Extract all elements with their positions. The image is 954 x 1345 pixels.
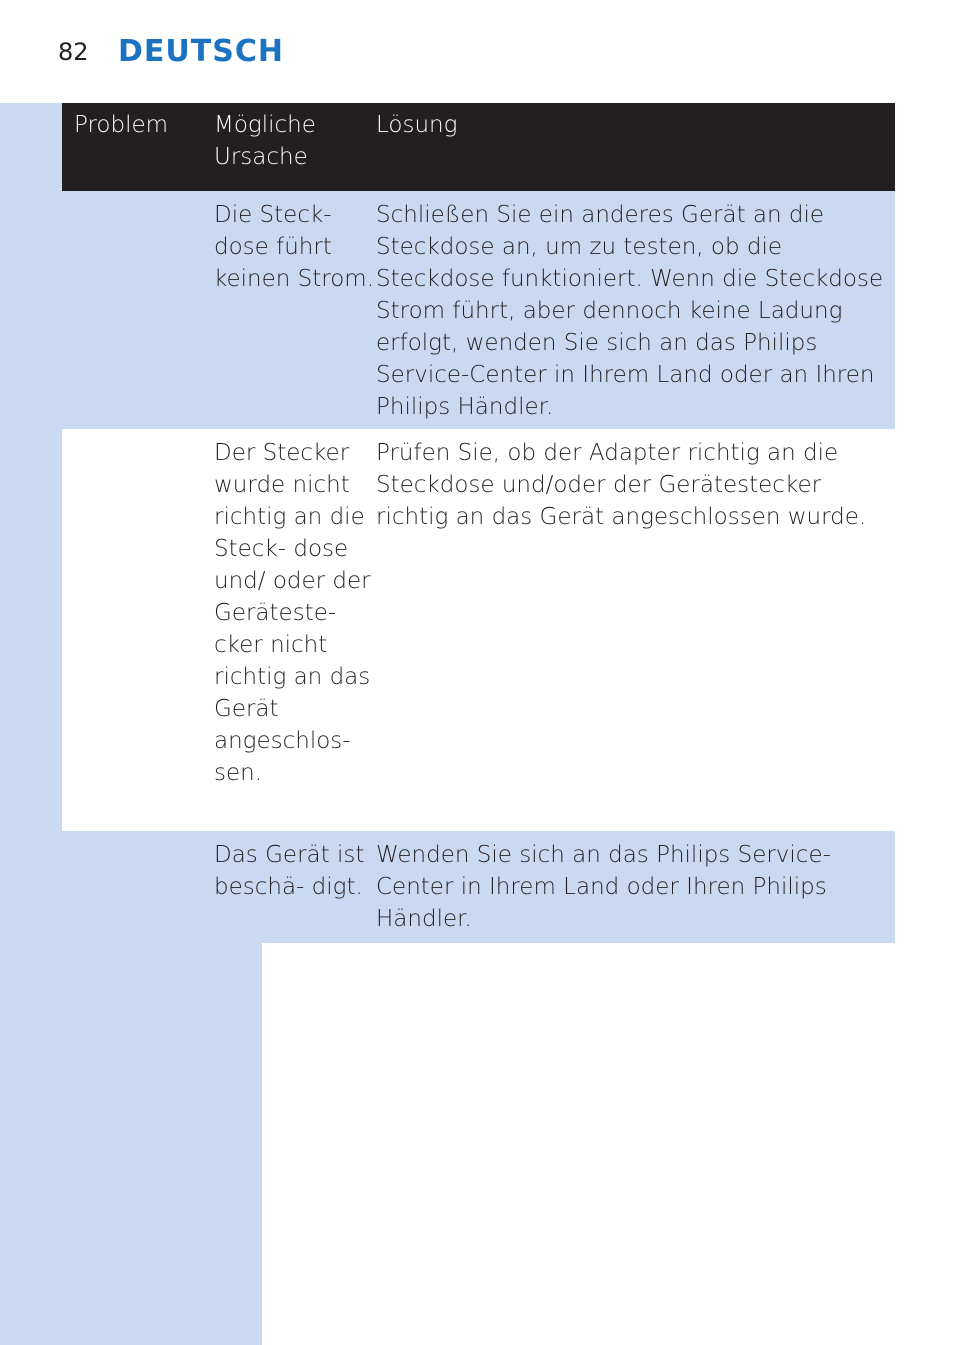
column-header-solution: Lösung (376, 112, 458, 138)
troubleshooting-table (62, 103, 895, 943)
cause-cell: Das Gerät ist beschä- digt. (214, 842, 365, 900)
sidebar-band (0, 103, 62, 943)
page-number: 82 (58, 38, 89, 66)
table-row (62, 831, 895, 943)
section-title: DEUTSCH (118, 34, 284, 69)
solution-cell: Prüfen Sie, ob der Adapter richtig an die Steckdose und/oder der Gerätestecker richtig an das Gerät angeschlossen wurde. (376, 440, 867, 530)
sidebar-band-lower (0, 942, 262, 1345)
cause-cell: Der Stecker wurde nicht richtig an die Steck- dose und/ oder der Geräteste- cker nicht richtig an das Gerät angeschlos- sen. (214, 440, 371, 786)
table-row (62, 191, 895, 429)
column-header-problem: Problem (74, 112, 169, 138)
problem-cell (62, 191, 214, 429)
table-row (62, 429, 895, 831)
solution-cell: Schließen Sie ein anderes Gerät an die Steckdose an, um zu testen, ob die Steckdose funktioniert. Wenn die Steckdose Strom führt, aber dennoch keine Ladung erfolgt, wenden Sie sich an das Philips Service-Center in Ihrem Land oder an Ihren Philips Händler. (376, 202, 884, 420)
column-header-cause: Mögliche Ursache (214, 112, 316, 170)
problem-cell (62, 831, 214, 943)
cause-cell: Die Steck- dose führt keinen Strom. (214, 202, 375, 292)
solution-cell: Wenden Sie sich an das Philips Service-Center in Ihrem Land oder Ihren Philips Händler. (376, 842, 831, 932)
table-header-row (62, 103, 895, 191)
problem-cell (62, 429, 214, 831)
